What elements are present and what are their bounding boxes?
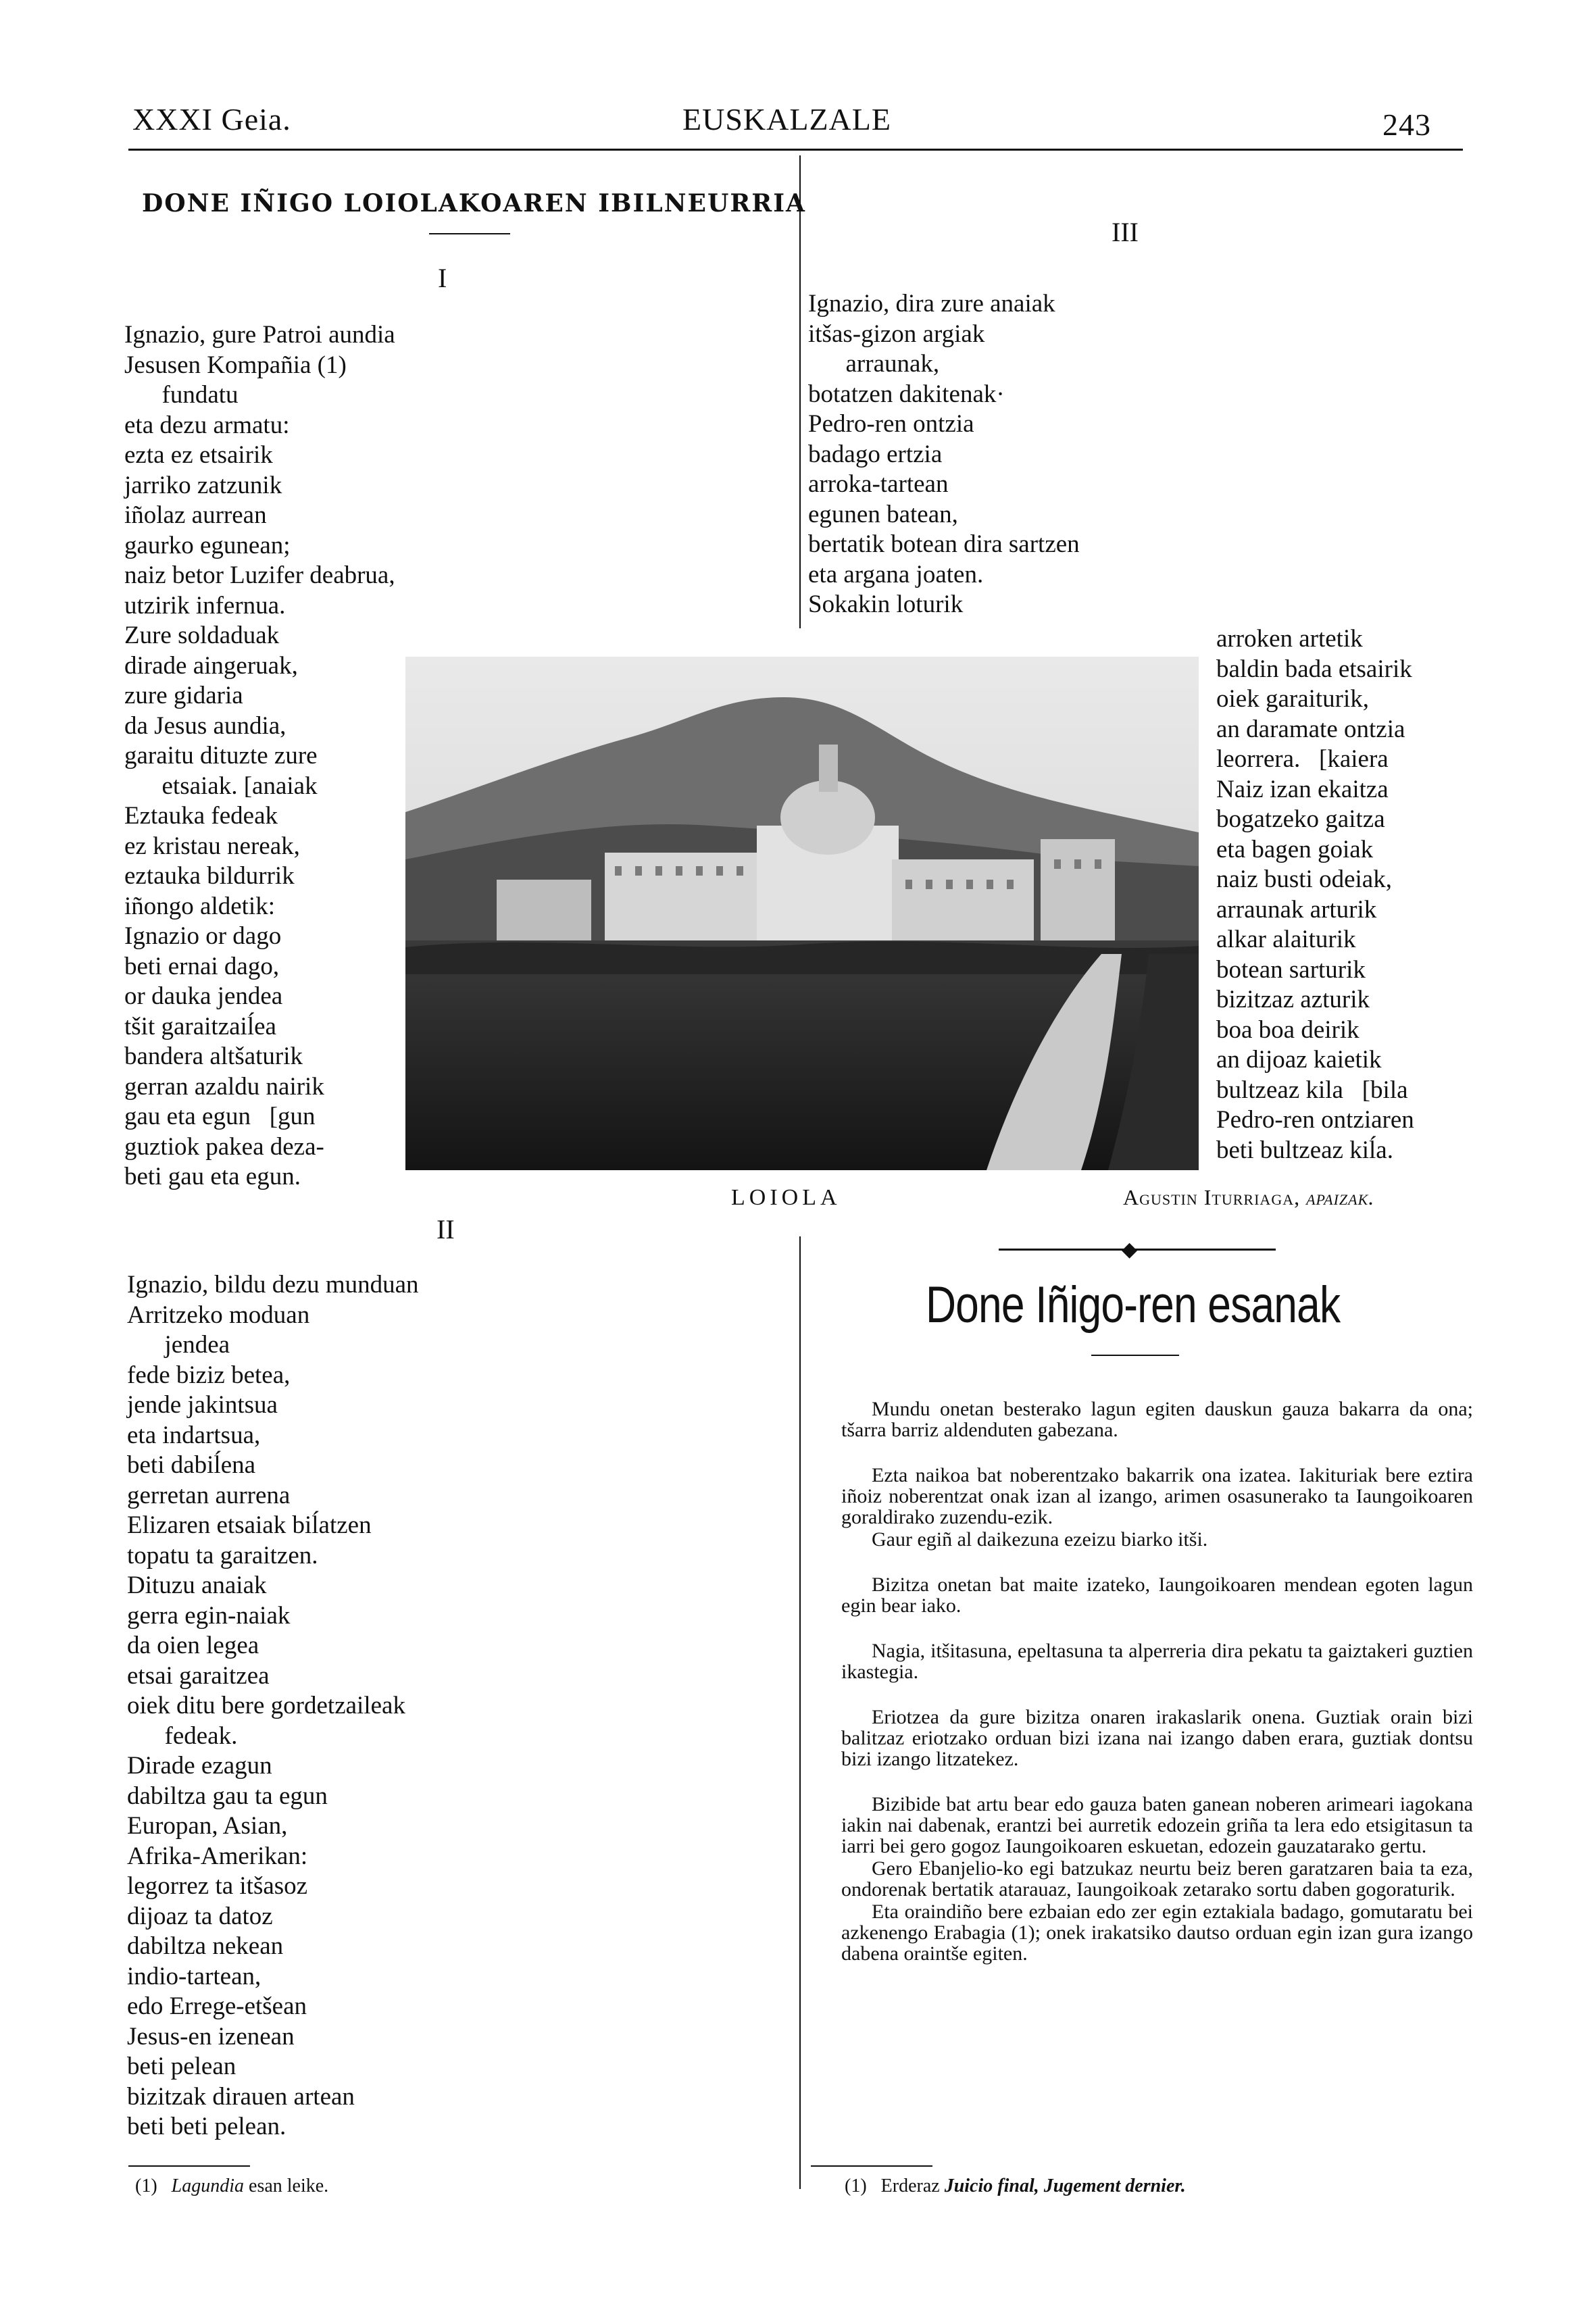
verse-line: beti pelean [127, 2053, 236, 2080]
verse-line: eta dezu armatu: [124, 411, 290, 439]
separator-ornament: ◆ [1122, 1238, 1138, 1261]
verse-line: beti bultzeaz kiĺa. [1216, 1136, 1393, 1164]
verse-line: badago ertzia [808, 440, 943, 468]
verse-line: utzirik infernua. [124, 591, 286, 620]
verse-line: bogatzeko gaitza [1216, 805, 1385, 833]
verse-line: botean sarturik [1216, 955, 1366, 984]
verse-line: guztiok pakea deza- [124, 1132, 324, 1161]
verse-line: jarriko zatzunik [124, 471, 282, 499]
saying-paragraph: Gero Ebanjelio-ko egi batzukaz neurtu beiz beren garatzaren baia ta eza, ondorenak bertatik atarauaz, Iaungoikoak zetarako sortu daben gogoraturik. [841, 1857, 1473, 1901]
verse-line: arroken artetik [1216, 625, 1363, 653]
verse-line: Ignazio, gure Patroi aundia [124, 321, 395, 349]
verse-line: eta bagen goiak [1216, 835, 1374, 863]
verse-line: topatu ta garaitzen. [127, 1541, 318, 1569]
verse-line: Ignazio or dago [124, 922, 282, 950]
part-two-numeral: II [437, 1214, 455, 1244]
verse-line: naiz busti odeiak, [1216, 865, 1392, 893]
verse-line: jendea [127, 1331, 230, 1359]
verse-line: dirade aingeruak, [124, 651, 298, 680]
header-rule [128, 149, 1463, 151]
verse-line: bertatik botean dira sartzen [808, 530, 1080, 558]
verse-line: da Jesus aundia, [124, 711, 286, 740]
saying-paragraph: Eta oraindiño bere ezbaian edo zer egin eztakiala badago, gomutaratu bei azkenengo Erabagia (1); onek irakatsiko dautso orduan egin izan gura izango dabena oraintše egiten. [841, 1901, 1473, 1965]
verse-line: dijoaz ta datoz [127, 1902, 273, 1930]
verse-line: fundatu [124, 381, 239, 409]
saying-paragraph: Mundu onetan besterako lagun egiten dauskun gauza bakarra da ona; tšarra barriz aldenduten gabezana. [841, 1398, 1473, 1441]
verse-line: gerran azaldu nairik [124, 1072, 324, 1101]
title-short-rule [429, 233, 510, 234]
verse-line: Sokakin loturik [808, 590, 964, 618]
verse-line: Jesusen Kompañia (1) [124, 351, 347, 379]
footnote-rule-right [811, 2165, 932, 2167]
verse-line: dabiltza nekean [127, 1932, 284, 1960]
verse-line: indio-tartean, [127, 1962, 261, 1990]
verse-line: Zure soldaduak [124, 622, 280, 649]
running-head-left: XXXI Geia. [132, 102, 291, 136]
part-three-numeral: III [1112, 217, 1139, 247]
verse-line: arraunak, [808, 350, 940, 378]
verse-line: ez kristau nereak, [124, 832, 300, 860]
verse-line: beti dabiĺena [127, 1451, 256, 1479]
verse-line: ezta ez etsairik [124, 441, 273, 469]
verse-line: bizitzak dirauen artean [127, 2082, 355, 2111]
verse-line: edo Errege-etšean [127, 1992, 307, 2020]
verse-line: da oien legea [127, 1632, 259, 1659]
verse-line: Arritzeko moduan [127, 1301, 310, 1329]
verse-line: itšas-gizon argiak [808, 320, 985, 348]
verse-line: leorrera. [kaiera [1216, 745, 1389, 773]
verse-line: gerra egin-naiak [127, 1601, 291, 1630]
poem-part-three [808, 289, 1080, 620]
verse-line: jende jakintsua [127, 1391, 278, 1419]
verse-line: Pedro-ren ontzia [808, 410, 974, 438]
poem-part-two [127, 1270, 419, 2142]
verse-line: Ignazio, bildu dezu munduan [127, 1271, 419, 1299]
column-divider-top [799, 155, 801, 628]
verse-line: an dijoaz kaietik [1216, 1046, 1382, 1074]
verse-line: baldin bada etsairik [1216, 655, 1412, 683]
saying-paragraph: Bizitza onetan bat maite izateko, Iaungoikoaren mendean egoten lagun egin bear iako. [841, 1574, 1473, 1617]
verse-line: egunen batean, [808, 500, 958, 528]
verse-line: garaitu dituzte zure [124, 742, 318, 770]
verse-line: etsai garaitzea [127, 1661, 270, 1690]
running-head-center: EUSKALZALE [682, 102, 891, 136]
verse-line: oiek garaiturik, [1216, 685, 1370, 713]
sayings-footnote: (1) Erderaz Juicio final, Jugement dernier. [845, 2175, 1186, 2196]
saying-paragraph: Ezta naikoa bat noberentzako bakarrik ona izatea. Iakituriak bere eztira iñoiz noberentzat onak izan al izango, arimen osasunerako ta Iaungoikoaren goraldirako zuzendu-ezik. [841, 1464, 1473, 1528]
verse-line: zure gidaria [124, 682, 243, 709]
verse-line: arroka-tartean [808, 470, 949, 498]
verse-line: botatzen dakitenak· [808, 380, 1005, 408]
author-role: apaizak. [1306, 1185, 1375, 1209]
footnote-rule-left [128, 2165, 250, 2167]
verse-line: etsaiak. [anaiak [124, 772, 318, 800]
verse-line: beti gau eta egun. [124, 1163, 301, 1190]
verse-line: fedeak. [127, 1721, 238, 1750]
verse-line: bultzeaz kila [bila [1216, 1076, 1408, 1104]
poem-part-three-continued [1216, 624, 1414, 1165]
loiola-sanctuary-photo [405, 657, 1199, 1170]
verse-line: or dauka jendea [124, 982, 283, 1010]
photo-caption: LOIOLA [731, 1185, 841, 1210]
verse-line: gau eta egun [gun [124, 1103, 316, 1130]
verse-line: iñongo aldetik: [124, 892, 275, 920]
verse-line: eta argana joaten. [808, 560, 984, 588]
saying-paragraph: Bizibide bat artu bear edo gauza baten ganean noberen arimeari iagokana iakin nai dabenak, erantzi bei aurretik edozein griña ta lera edo etsigitasun ta iarri bei gero gogoz Iaungoikoaren eskuetan, edozein gauzatarako gertu. [841, 1793, 1473, 1857]
verse-line: Ignazio, dira zure anaiak [808, 290, 1055, 318]
poem-title: DONE IÑIGO LOIOLAKOAREN IBILNEURRIA [142, 189, 806, 218]
verse-line: Dituzu anaiak [127, 1571, 267, 1599]
verse-line: arraunak arturik [1216, 895, 1377, 924]
saying-paragraph: Gaur egiñ al daikezuna ezeizu biarko itši. [872, 1528, 1208, 1551]
verse-line: legorrez ta itšasoz [127, 1872, 308, 1900]
verse-line: iñolaz aurrean [124, 501, 267, 529]
sayings-body [841, 1399, 1473, 1988]
verse-line: Pedro-ren ontziaren [1216, 1106, 1414, 1134]
saying-paragraph: Eriotzea da gure bizitza onaren irakaslarik onena. Guztiak orain bizi balitzaz eriotzako orduan bizi izana nai izango daben erara, guztiak dontsu bizi izango litzatekez. [841, 1706, 1473, 1770]
verse-line: bizitzaz azturik [1216, 986, 1370, 1013]
verse-line: Dirade ezagun [127, 1752, 272, 1780]
verse-line: fede biziz betea, [127, 1361, 291, 1389]
verse-line: naiz betor Luzifer deabrua, [124, 561, 395, 589]
author-name: Agustin Iturriaga, [1123, 1185, 1301, 1209]
verse-line: eztauka bildurrik [124, 862, 295, 890]
verse-line: beti beti pelean. [127, 2113, 286, 2140]
verse-line: Jesus-en izenean [127, 2022, 295, 2051]
poem-author [1123, 1185, 1374, 1210]
verse-line: Eztauka fedeak [124, 802, 278, 830]
sayings-title-rule [1091, 1355, 1179, 1356]
verse-line: Afrika-Amerikan: [127, 1842, 308, 1870]
column-divider-bottom [799, 1236, 801, 2189]
verse-line: alkar alaiturik [1216, 926, 1356, 953]
verse-line: bandera altšaturik [124, 1042, 303, 1070]
verse-line: Europan, Asian, [127, 1812, 288, 1840]
page-number: 243 [1382, 107, 1431, 142]
verse-line: tšit garaitzaiĺea [124, 1012, 276, 1040]
poem-part-one [124, 320, 395, 1192]
poem-footnote: (1) Lagundia esan leike. [135, 2175, 329, 2196]
verse-line: boa boa deirik [1216, 1015, 1360, 1044]
verse-line: Elizaren etsaiak biĺatzen [127, 1511, 372, 1539]
part-one-numeral: I [438, 263, 447, 293]
verse-line: oiek ditu bere gordetzaileak [127, 1692, 405, 1719]
saying-paragraph: Nagia, itšitasuna, epeltasuna ta alperreria dira pekatu ta gaiztakeri guztien ikastegia. [841, 1640, 1473, 1683]
verse-line: Naiz izan ekaitza [1216, 775, 1389, 803]
verse-line: an daramate ontzia [1216, 715, 1405, 743]
verse-line: beti ernai dago, [124, 952, 280, 980]
verse-line: gerretan aurrena [127, 1481, 291, 1509]
verse-line: eta indartsua, [127, 1421, 261, 1449]
sayings-title: Done Iñigo-ren esanak [926, 1276, 1341, 1334]
verse-line: gaurko egunean; [124, 531, 291, 559]
verse-line: dabiltza gau ta egun [127, 1782, 328, 1810]
